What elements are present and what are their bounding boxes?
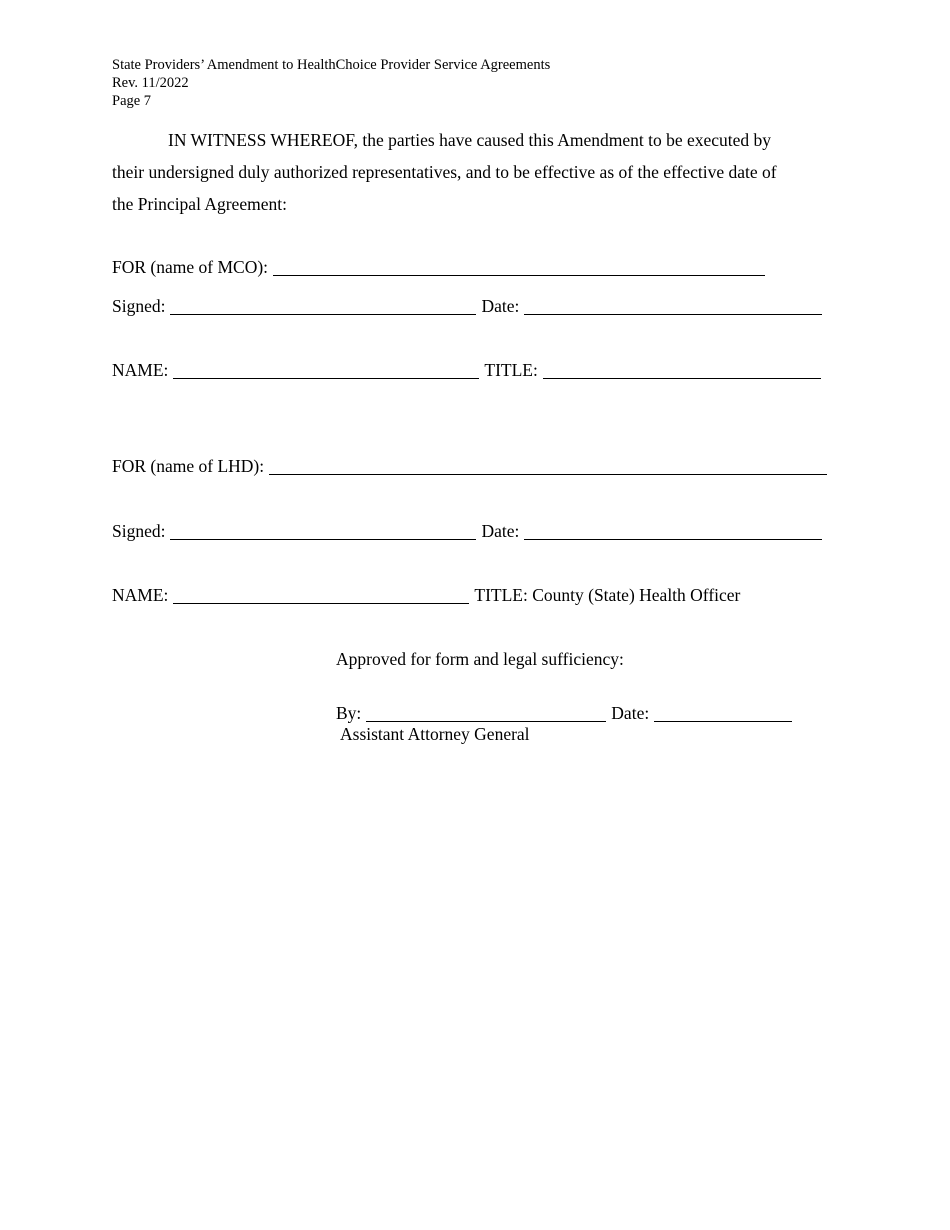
lhd-signed-label: Signed: xyxy=(112,521,166,541)
lhd-name-row xyxy=(112,455,832,477)
header-title: State Providers’ Amendment to HealthChoice Provider Service Agreements xyxy=(112,57,551,73)
mco-for-label: FOR (name of MCO): xyxy=(112,257,269,277)
lhd-signed-row xyxy=(112,520,827,542)
lhd-signature-field[interactable] xyxy=(170,522,476,540)
approval-signer-title: Assistant Attorney General xyxy=(340,724,530,744)
mco-printed-name-label: NAME: xyxy=(112,360,169,380)
lhd-printed-name-label: NAME: xyxy=(112,585,169,605)
lhd-title-label: TITLE: County (State) Health Officer xyxy=(474,585,741,605)
lhd-name-field[interactable] xyxy=(269,457,827,475)
approval-heading: Approved for form and legal sufficiency: xyxy=(336,649,624,669)
header-page-number: Page 7 xyxy=(112,93,152,109)
witness-line-1: IN WITNESS WHEREOF, the parties have caused this Amendment to be executed by xyxy=(168,130,772,150)
mco-printed-name-field[interactable] xyxy=(173,361,479,379)
header-revision: Rev. 11/2022 xyxy=(112,75,189,91)
mco-date-field[interactable] xyxy=(524,297,822,315)
mco-signature-field[interactable] xyxy=(170,297,476,315)
lhd-printed-name-field[interactable] xyxy=(173,586,469,604)
approval-signature-field[interactable] xyxy=(366,704,606,722)
mco-date-label: Date: xyxy=(481,296,520,316)
lhd-for-label: FOR (name of LHD): xyxy=(112,456,265,476)
lhd-name-title-row xyxy=(112,584,740,606)
approval-date-label: Date: xyxy=(611,703,650,723)
witness-paragraph xyxy=(112,124,842,220)
witness-line-2: their undersigned duly authorized representatives, and to be effective as of the effective date of xyxy=(112,162,777,182)
mco-signed-row xyxy=(112,295,827,317)
mco-name-row xyxy=(112,256,770,278)
approval-signature-row xyxy=(336,702,797,724)
approval-date-field[interactable] xyxy=(654,704,792,722)
mco-title-field[interactable] xyxy=(543,361,821,379)
mco-title-label: TITLE: xyxy=(484,360,538,380)
document-header xyxy=(112,56,550,110)
approval-by-label: By: xyxy=(336,703,362,723)
lhd-date-field[interactable] xyxy=(524,522,822,540)
witness-line-3: the Principal Agreement: xyxy=(112,194,287,214)
mco-signed-label: Signed: xyxy=(112,296,166,316)
mco-name-field[interactable] xyxy=(273,258,765,276)
mco-name-title-row xyxy=(112,359,826,381)
lhd-date-label: Date: xyxy=(481,521,520,541)
